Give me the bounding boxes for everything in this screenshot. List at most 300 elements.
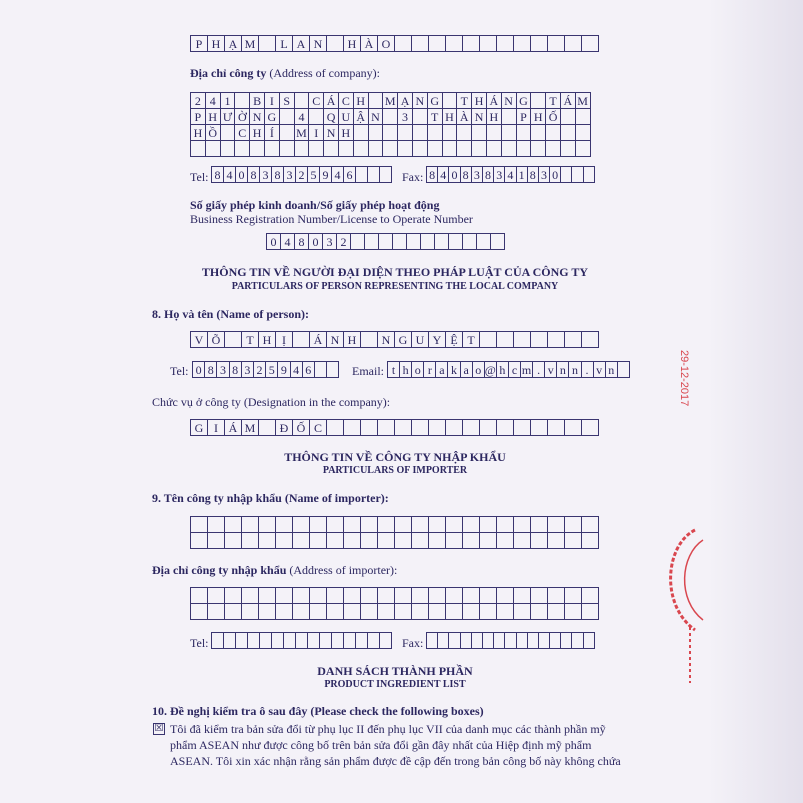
char-box[interactable] [369, 93, 384, 109]
char-box[interactable] [327, 362, 339, 378]
char-box[interactable] [502, 109, 517, 125]
char-box[interactable] [480, 533, 497, 549]
char-box[interactable] [565, 533, 582, 549]
char-box[interactable] [395, 517, 412, 533]
char-box[interactable]: N [369, 109, 384, 125]
char-box[interactable]: V [191, 332, 208, 348]
char-box[interactable] [296, 633, 308, 649]
char-box[interactable] [361, 332, 378, 348]
char-box[interactable] [356, 167, 368, 183]
char-box[interactable] [480, 332, 497, 348]
char-box[interactable]: 3 [217, 362, 229, 378]
char-box[interactable]: 6 [344, 167, 356, 183]
char-box[interactable]: 0 [193, 362, 205, 378]
char-box[interactable]: P [517, 109, 532, 125]
char-box[interactable]: n [557, 362, 569, 378]
char-box[interactable]: 0 [550, 167, 561, 183]
char-box[interactable]: T [242, 332, 259, 348]
char-box[interactable] [517, 141, 532, 157]
char-box[interactable]: N [250, 109, 265, 125]
char-box[interactable] [477, 234, 491, 250]
company-address-boxes[interactable] [190, 92, 591, 157]
char-box[interactable]: H [259, 332, 276, 348]
char-box[interactable] [531, 332, 548, 348]
char-box[interactable] [259, 588, 276, 604]
char-box[interactable] [395, 533, 412, 549]
char-box[interactable] [380, 633, 392, 649]
char-box[interactable] [449, 234, 463, 250]
char-box[interactable] [276, 533, 293, 549]
char-box[interactable] [407, 234, 421, 250]
char-box[interactable] [514, 588, 531, 604]
char-box[interactable] [242, 588, 259, 604]
char-box[interactable] [428, 125, 443, 141]
char-box[interactable]: T [546, 93, 561, 109]
char-box[interactable] [514, 604, 531, 620]
char-box[interactable]: Ạ [225, 36, 242, 52]
char-box[interactable] [369, 141, 384, 157]
char-box[interactable]: S [280, 93, 295, 109]
char-box[interactable] [561, 167, 572, 183]
char-box[interactable]: Á [225, 420, 242, 436]
char-box[interactable] [293, 533, 310, 549]
char-box[interactable] [242, 533, 259, 549]
char-box[interactable] [421, 234, 435, 250]
char-box[interactable]: 8 [461, 167, 472, 183]
char-box[interactable] [582, 517, 599, 533]
char-box[interactable]: . [533, 362, 545, 378]
char-box[interactable] [224, 633, 236, 649]
char-box[interactable] [497, 36, 514, 52]
char-box[interactable]: 0 [449, 167, 460, 183]
char-box[interactable] [276, 517, 293, 533]
char-box[interactable] [225, 604, 242, 620]
char-box[interactable] [208, 588, 225, 604]
char-box[interactable] [295, 93, 310, 109]
char-box[interactable]: H [206, 109, 221, 125]
char-box[interactable] [208, 604, 225, 620]
char-box[interactable] [310, 588, 327, 604]
char-box[interactable]: C [235, 125, 250, 141]
char-box[interactable] [572, 167, 583, 183]
char-box[interactable] [428, 141, 443, 157]
char-box[interactable]: 8 [248, 167, 260, 183]
char-box[interactable]: 4 [505, 167, 516, 183]
char-box[interactable] [487, 125, 502, 141]
char-box[interactable]: Đ [276, 420, 293, 436]
char-box[interactable]: 8 [272, 167, 284, 183]
char-box[interactable]: G [395, 332, 412, 348]
char-box[interactable]: 4 [206, 93, 221, 109]
char-box[interactable] [427, 633, 438, 649]
char-box[interactable] [361, 533, 378, 549]
char-box[interactable] [487, 141, 502, 157]
char-box[interactable] [576, 125, 591, 141]
char-box[interactable] [472, 633, 483, 649]
char-box[interactable] [315, 362, 327, 378]
char-box[interactable] [582, 604, 599, 620]
char-box[interactable] [561, 141, 576, 157]
char-box[interactable] [550, 633, 561, 649]
char-box[interactable] [191, 517, 208, 533]
char-box[interactable] [368, 633, 380, 649]
char-box[interactable]: 8 [483, 167, 494, 183]
char-box[interactable] [293, 588, 310, 604]
char-box[interactable] [293, 517, 310, 533]
char-box[interactable] [320, 633, 332, 649]
char-box[interactable]: 1 [517, 167, 528, 183]
char-box[interactable] [361, 517, 378, 533]
char-box[interactable]: a [461, 362, 473, 378]
char-box[interactable]: N [413, 93, 428, 109]
char-box[interactable] [206, 141, 221, 157]
char-box[interactable] [582, 36, 599, 52]
char-box[interactable] [502, 125, 517, 141]
company-name-boxes[interactable] [190, 35, 599, 52]
char-box[interactable] [446, 517, 463, 533]
char-box[interactable]: 4 [438, 167, 449, 183]
char-box[interactable] [191, 604, 208, 620]
char-box[interactable] [497, 517, 514, 533]
char-box[interactable]: Ệ [446, 332, 463, 348]
char-box[interactable] [225, 533, 242, 549]
char-box[interactable]: H [472, 93, 487, 109]
char-box[interactable]: M [383, 93, 398, 109]
char-box[interactable]: I [265, 93, 280, 109]
char-box[interactable]: 3 [260, 167, 272, 183]
char-box[interactable] [368, 167, 380, 183]
char-box[interactable]: O [378, 36, 395, 52]
char-box[interactable]: 3 [539, 167, 550, 183]
char-box[interactable]: H [344, 36, 361, 52]
char-box[interactable] [539, 633, 550, 649]
char-box[interactable] [327, 36, 344, 52]
char-box[interactable] [548, 36, 565, 52]
char-box[interactable]: Ố [546, 109, 561, 125]
char-box[interactable] [225, 517, 242, 533]
char-box[interactable] [565, 420, 582, 436]
char-box[interactable] [531, 420, 548, 436]
char-box[interactable] [584, 633, 595, 649]
char-box[interactable] [480, 420, 497, 436]
char-box[interactable] [393, 234, 407, 250]
char-box[interactable]: t [388, 362, 400, 378]
char-box[interactable]: B [250, 93, 265, 109]
char-box[interactable] [398, 125, 413, 141]
char-box[interactable] [332, 633, 344, 649]
char-box[interactable]: T [457, 93, 472, 109]
char-box[interactable]: 2 [254, 362, 266, 378]
char-box[interactable] [531, 93, 546, 109]
char-box[interactable]: 2 [337, 234, 351, 250]
char-box[interactable] [236, 633, 248, 649]
char-box[interactable] [446, 420, 463, 436]
char-box[interactable]: Ạ [398, 93, 413, 109]
char-box[interactable] [429, 36, 446, 52]
importer-fax-boxes[interactable] [426, 632, 595, 649]
char-box[interactable] [259, 517, 276, 533]
char-box[interactable]: 6 [303, 362, 315, 378]
char-box[interactable]: 4 [224, 167, 236, 183]
char-box[interactable] [531, 141, 546, 157]
char-box[interactable] [548, 533, 565, 549]
char-box[interactable] [463, 588, 480, 604]
char-box[interactable] [354, 141, 369, 157]
char-box[interactable]: v [594, 362, 606, 378]
char-box[interactable]: 2 [296, 167, 308, 183]
char-box[interactable] [514, 332, 531, 348]
char-box[interactable]: a [436, 362, 448, 378]
person-email-boxes[interactable] [387, 361, 630, 378]
char-box[interactable]: H [531, 109, 546, 125]
char-box[interactable] [517, 125, 532, 141]
char-box[interactable] [497, 533, 514, 549]
char-box[interactable]: 4 [332, 167, 344, 183]
char-box[interactable] [259, 36, 276, 52]
char-box[interactable]: n [569, 362, 581, 378]
char-box[interactable] [463, 36, 480, 52]
char-box[interactable] [413, 125, 428, 141]
char-box[interactable] [412, 588, 429, 604]
char-box[interactable]: N [502, 93, 517, 109]
char-box[interactable] [561, 125, 576, 141]
char-box[interactable] [446, 588, 463, 604]
char-box[interactable]: 4 [281, 234, 295, 250]
char-box[interactable]: Y [429, 332, 446, 348]
char-box[interactable] [494, 633, 505, 649]
char-box[interactable] [463, 517, 480, 533]
char-box[interactable]: H [487, 109, 502, 125]
char-box[interactable] [327, 420, 344, 436]
char-box[interactable] [548, 420, 565, 436]
char-box[interactable] [225, 332, 242, 348]
char-box[interactable]: 8 [212, 167, 224, 183]
char-box[interactable] [221, 141, 236, 157]
char-box[interactable] [398, 141, 413, 157]
char-box[interactable]: @ [484, 362, 496, 377]
char-box[interactable] [344, 533, 361, 549]
char-box[interactable] [446, 533, 463, 549]
char-box[interactable]: 3 [472, 167, 483, 183]
char-box[interactable]: À [361, 36, 378, 52]
char-box[interactable] [327, 517, 344, 533]
char-box[interactable] [248, 633, 260, 649]
char-box[interactable] [309, 109, 324, 125]
char-box[interactable] [412, 420, 429, 436]
char-box[interactable] [531, 604, 548, 620]
char-box[interactable] [383, 109, 398, 125]
char-box[interactable] [502, 141, 517, 157]
char-box[interactable]: Ư [221, 109, 236, 125]
char-box[interactable]: 0 [309, 234, 323, 250]
char-box[interactable] [259, 420, 276, 436]
char-box[interactable]: G [191, 420, 208, 436]
char-box[interactable]: G [428, 93, 443, 109]
char-box[interactable] [365, 234, 379, 250]
char-box[interactable] [497, 604, 514, 620]
char-box[interactable] [327, 588, 344, 604]
char-box[interactable] [272, 633, 284, 649]
char-box[interactable]: Á [310, 332, 327, 348]
char-box[interactable] [259, 604, 276, 620]
char-box[interactable] [378, 604, 395, 620]
char-box[interactable] [457, 125, 472, 141]
char-box[interactable] [483, 633, 494, 649]
char-box[interactable] [378, 517, 395, 533]
char-box[interactable] [463, 420, 480, 436]
char-box[interactable] [546, 125, 561, 141]
char-box[interactable] [191, 141, 206, 157]
char-box[interactable] [361, 588, 378, 604]
char-box[interactable]: M [242, 420, 259, 436]
char-box[interactable]: Ị [276, 332, 293, 348]
designation-boxes[interactable] [190, 419, 599, 436]
char-box[interactable] [284, 633, 296, 649]
char-box[interactable] [514, 517, 531, 533]
char-box[interactable]: 0 [267, 234, 281, 250]
char-box[interactable] [395, 36, 412, 52]
char-box[interactable] [618, 362, 630, 378]
char-box[interactable] [380, 167, 392, 183]
char-box[interactable] [383, 125, 398, 141]
char-box[interactable] [280, 125, 295, 141]
char-box[interactable] [225, 588, 242, 604]
char-box[interactable] [565, 588, 582, 604]
char-box[interactable]: 2 [191, 93, 206, 109]
char-box[interactable]: H [208, 36, 225, 52]
char-box[interactable] [582, 332, 599, 348]
char-box[interactable]: 9 [278, 362, 290, 378]
char-box[interactable] [497, 420, 514, 436]
char-box[interactable]: Í [265, 125, 280, 141]
char-box[interactable]: Á [487, 93, 502, 109]
char-box[interactable]: T [463, 332, 480, 348]
char-box[interactable] [208, 517, 225, 533]
char-box[interactable] [584, 167, 595, 183]
char-box[interactable]: Ậ [354, 109, 369, 125]
char-box[interactable]: 3 [494, 167, 505, 183]
char-box[interactable]: 8 [230, 362, 242, 378]
char-box[interactable] [463, 604, 480, 620]
char-box[interactable]: 3 [242, 362, 254, 378]
char-box[interactable] [429, 588, 446, 604]
char-box[interactable] [310, 604, 327, 620]
char-box[interactable] [280, 141, 295, 157]
char-box[interactable]: H [354, 93, 369, 109]
company-fax-boxes[interactable] [426, 166, 595, 183]
char-box[interactable]: N [378, 332, 395, 348]
char-box[interactable] [429, 533, 446, 549]
char-box[interactable]: n [606, 362, 618, 378]
char-box[interactable] [565, 517, 582, 533]
char-box[interactable]: 1 [221, 93, 236, 109]
char-box[interactable] [310, 533, 327, 549]
char-box[interactable]: M [242, 36, 259, 52]
char-box[interactable]: o [473, 362, 485, 378]
char-box[interactable] [324, 141, 339, 157]
char-box[interactable] [531, 517, 548, 533]
char-box[interactable]: Á [324, 93, 339, 109]
char-box[interactable] [438, 633, 449, 649]
char-box[interactable]: H [191, 125, 206, 141]
char-box[interactable] [449, 633, 460, 649]
char-box[interactable] [480, 604, 497, 620]
char-box[interactable] [235, 93, 250, 109]
char-box[interactable]: 9 [320, 167, 332, 183]
char-box[interactable] [208, 533, 225, 549]
char-box[interactable] [361, 604, 378, 620]
char-box[interactable]: 5 [266, 362, 278, 378]
char-box[interactable] [413, 109, 428, 125]
char-box[interactable] [546, 141, 561, 157]
char-box[interactable] [250, 141, 265, 157]
char-box[interactable] [531, 533, 548, 549]
char-box[interactable] [505, 633, 516, 649]
char-box[interactable]: 5 [308, 167, 320, 183]
char-box[interactable] [429, 517, 446, 533]
char-box[interactable] [378, 420, 395, 436]
char-box[interactable] [412, 517, 429, 533]
char-box[interactable] [378, 588, 395, 604]
char-box[interactable] [463, 234, 477, 250]
char-box[interactable]: P [191, 36, 208, 52]
person-name-boxes[interactable] [190, 331, 599, 348]
char-box[interactable] [514, 420, 531, 436]
char-box[interactable] [531, 588, 548, 604]
company-tel-boxes[interactable] [211, 166, 392, 183]
char-box[interactable] [242, 517, 259, 533]
char-box[interactable] [309, 141, 324, 157]
char-box[interactable] [378, 533, 395, 549]
char-box[interactable]: 8 [205, 362, 217, 378]
char-box[interactable] [344, 633, 356, 649]
char-box[interactable]: T [428, 109, 443, 125]
char-box[interactable] [582, 533, 599, 549]
char-box[interactable] [480, 517, 497, 533]
char-box[interactable] [327, 533, 344, 549]
char-box[interactable] [446, 36, 463, 52]
char-box[interactable]: U [339, 109, 354, 125]
char-box[interactable]: . [582, 362, 594, 378]
char-box[interactable] [293, 332, 310, 348]
char-box[interactable] [259, 533, 276, 549]
char-box[interactable]: Ồ [206, 125, 221, 141]
char-box[interactable] [548, 332, 565, 348]
char-box[interactable] [235, 141, 250, 157]
char-box[interactable] [344, 420, 361, 436]
char-box[interactable] [561, 109, 576, 125]
char-box[interactable] [221, 125, 236, 141]
char-box[interactable] [412, 533, 429, 549]
char-box[interactable]: L [276, 36, 293, 52]
char-box[interactable]: 3 [323, 234, 337, 250]
char-box[interactable]: I [309, 125, 324, 141]
char-box[interactable] [412, 36, 429, 52]
char-box[interactable]: c [509, 362, 521, 378]
char-box[interactable]: 8 [295, 234, 309, 250]
char-box[interactable]: Ờ [235, 109, 250, 125]
char-box[interactable]: N [324, 125, 339, 141]
char-box[interactable] [561, 633, 572, 649]
char-box[interactable] [344, 604, 361, 620]
char-box[interactable] [514, 533, 531, 549]
char-box[interactable] [356, 633, 368, 649]
char-box[interactable] [531, 36, 548, 52]
importer-address-boxes[interactable] [190, 587, 599, 620]
char-box[interactable] [260, 633, 272, 649]
char-box[interactable] [435, 234, 449, 250]
char-box[interactable] [412, 604, 429, 620]
